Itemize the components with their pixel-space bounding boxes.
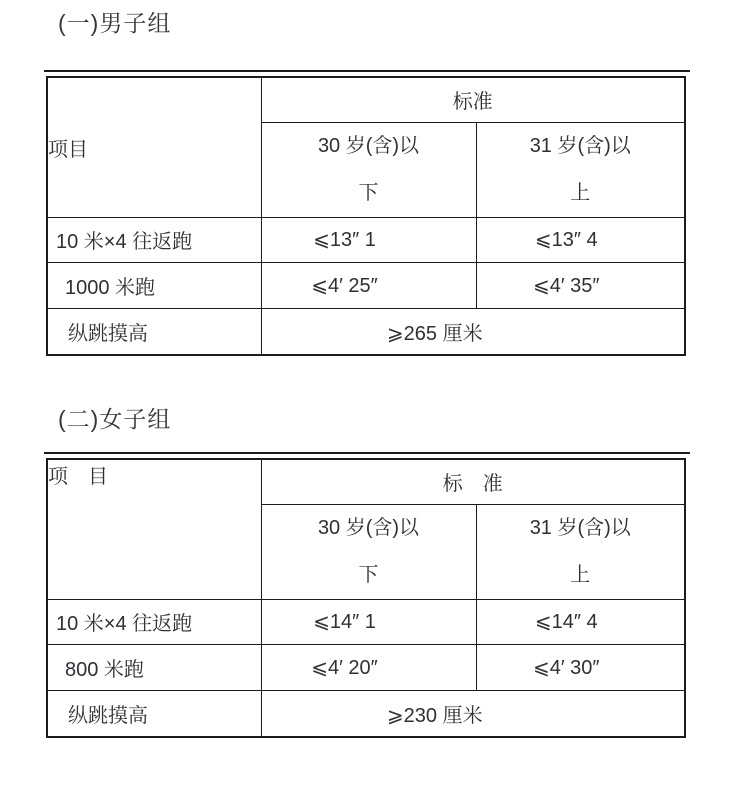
- age-header-line: 上: [570, 563, 591, 586]
- item-column-header: 项目: [47, 77, 261, 217]
- row-item-shuttle-run: 10 米×4 往返跑: [47, 599, 261, 644]
- age-header-line: 31 岁(含)以: [529, 134, 631, 157]
- age-header-under-30: [261, 122, 476, 217]
- table-row: [47, 599, 685, 644]
- age-header-over-31: [476, 122, 685, 217]
- row-item-1000m-run: 1000 米跑: [47, 262, 261, 308]
- value-over-31: ⩽14″ 4: [476, 599, 685, 644]
- value-merged: ⩾230 厘米: [261, 690, 685, 737]
- age-header-line: 30 岁(含)以: [317, 134, 420, 157]
- age-header-line: 31 岁(含)以: [529, 516, 631, 539]
- age-header-line: 下: [358, 181, 379, 204]
- table-row: [47, 644, 685, 690]
- table-row: [47, 77, 685, 122]
- value-under-30: ⩽14″ 1: [261, 599, 476, 644]
- section-heading-women: (二)女子组: [58, 406, 172, 432]
- row-item-shuttle-run: 10 米×4 往返跑: [47, 217, 261, 262]
- row-item-vertical-jump: 纵跳摸高: [47, 308, 261, 355]
- table-top-rule-men: [44, 70, 690, 72]
- value-under-30: ⩽4′ 20″: [261, 644, 476, 690]
- value-over-31: ⩽13″ 4: [476, 217, 685, 262]
- table-row: [47, 308, 685, 355]
- age-header-over-31: [476, 504, 685, 599]
- age-header-line: 下: [358, 563, 379, 586]
- table-row: [47, 217, 685, 262]
- row-item-800m-run: 800 米跑: [47, 644, 261, 690]
- table-row: [47, 459, 685, 504]
- value-over-31: ⩽4′ 30″: [476, 644, 685, 690]
- table-top-rule-women: [44, 452, 690, 454]
- age-header-under-30: [261, 504, 476, 599]
- section-heading-men: (一)男子组: [58, 10, 172, 36]
- item-column-header: 项 目: [47, 459, 261, 599]
- value-over-31: ⩽4′ 35″: [476, 262, 685, 308]
- age-header-line: 30 岁(含)以: [317, 516, 420, 539]
- standard-column-header: 标准: [261, 77, 685, 122]
- row-item-vertical-jump: 纵跳摸高: [47, 690, 261, 737]
- women-standards-table: [46, 458, 686, 738]
- table-row: [47, 690, 685, 737]
- value-merged: ⩾265 厘米: [261, 308, 685, 355]
- men-standards-table: [46, 76, 686, 356]
- table-row: [47, 262, 685, 308]
- value-under-30: ⩽13″ 1: [261, 217, 476, 262]
- value-under-30: ⩽4′ 25″: [261, 262, 476, 308]
- age-header-line: 上: [570, 181, 591, 204]
- standard-column-header: 标 准: [261, 459, 685, 504]
